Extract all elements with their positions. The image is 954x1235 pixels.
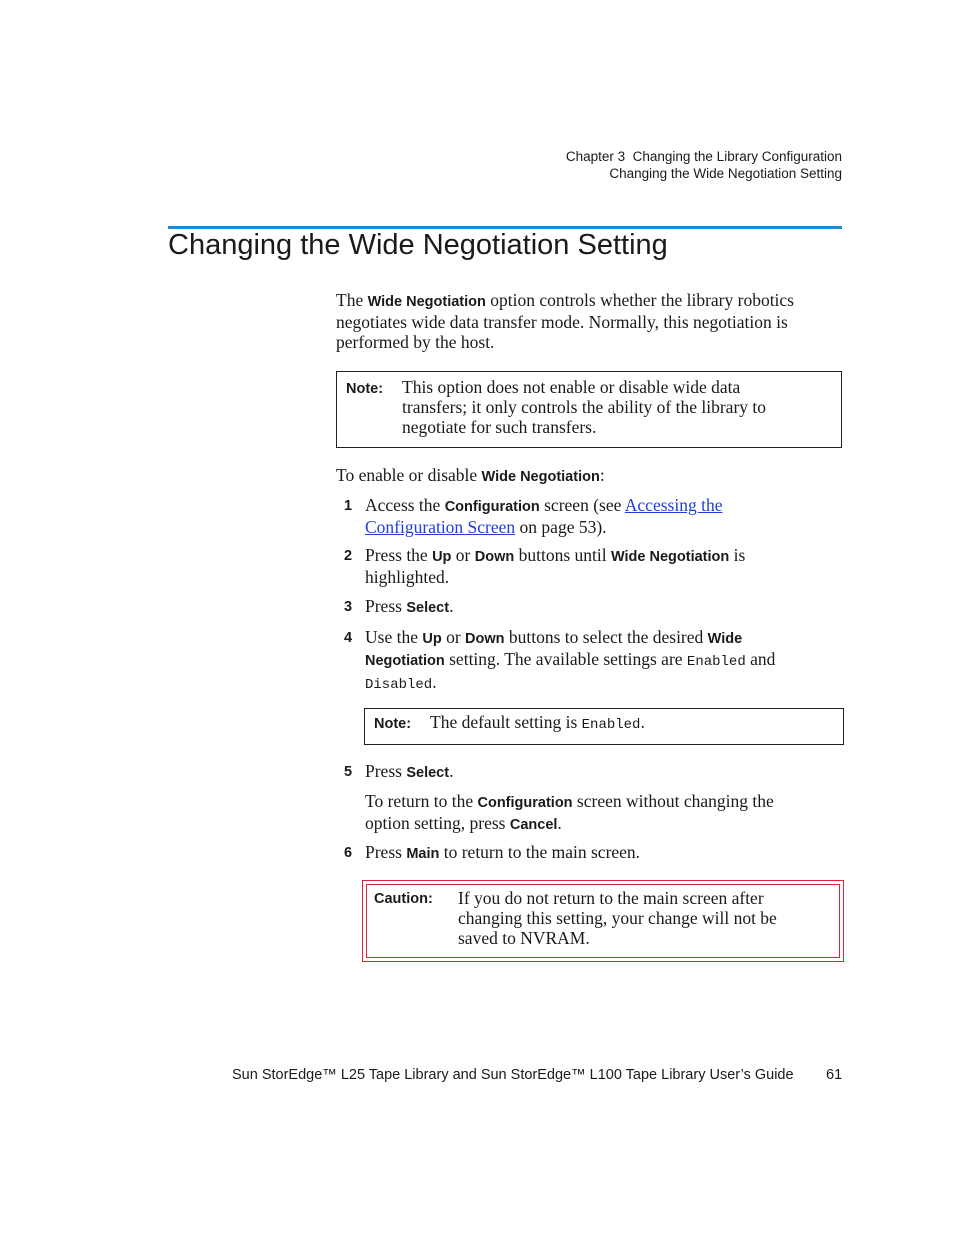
note-text — [430, 712, 645, 735]
step-number: 6 — [344, 845, 353, 861]
note-label: Note: — [346, 381, 384, 397]
note-box — [336, 371, 842, 448]
cross-reference-link[interactable]: Configuration Screen — [365, 517, 516, 537]
step-bold: Configuration — [477, 795, 573, 811]
step-text: or — [441, 627, 466, 647]
step-text: screen without changing the — [572, 791, 774, 811]
note-text-part: The default setting is — [430, 712, 582, 732]
intro-paragraph — [336, 290, 846, 352]
step-bold: Down — [465, 631, 505, 647]
step-text: buttons until — [514, 545, 611, 565]
header-section: Changing the Wide Negotiation Setting — [609, 166, 842, 181]
step-text: or — [451, 545, 475, 565]
cross-reference-link[interactable]: Accessing the — [624, 495, 723, 515]
step-1-text — [365, 495, 845, 537]
step-text: . — [449, 761, 454, 781]
section-title: Changing the Wide Negotiation Setting — [168, 229, 668, 261]
note-text-part: . — [640, 712, 645, 732]
footer-guide-title: Sun StorEdge™ L25 Tape Library and Sun StorEdge™ L100 Tape Library User’s Guide — [232, 1067, 794, 1083]
step-text: Press — [365, 842, 407, 862]
step-text: Press the — [365, 545, 433, 565]
step-bold: Wide Negotiation — [610, 549, 730, 565]
caution-box — [362, 880, 844, 962]
step-line: highlighted. — [365, 567, 450, 587]
step-number: 4 — [344, 630, 353, 646]
step-2-text — [365, 545, 845, 587]
caution-label: Caution: — [374, 891, 433, 907]
step-number: 3 — [344, 599, 353, 615]
procedure-intro-colon: : — [599, 465, 605, 485]
intro-text: option controls whether the library robotics — [485, 290, 794, 310]
procedure-intro-bold: Wide Negotiation — [481, 469, 600, 485]
setting-value: Disabled — [365, 677, 433, 693]
procedure-intro-text: To enable or disable — [336, 465, 482, 485]
running-header — [566, 148, 842, 182]
step-text: . — [557, 813, 562, 833]
step-text: Press — [365, 596, 407, 616]
step-bold: Negotiation — [365, 653, 445, 669]
step-5-note — [365, 791, 845, 835]
note-line: This option does not enable or disable wide data — [402, 377, 741, 397]
step-text: and — [745, 649, 776, 669]
intro-line: performed by the host. — [336, 332, 495, 352]
note-line: negotiate for such transfers. — [402, 417, 597, 437]
step-text: . — [432, 672, 437, 692]
step-bold: Up — [432, 549, 452, 565]
setting-value: Enabled — [686, 654, 746, 670]
caution-text — [458, 888, 838, 948]
note-line: transfers; it only controls the ability of the library to — [402, 397, 767, 417]
step-text: to return to the main screen. — [439, 842, 641, 862]
header-chapter: Chapter 3 Changing the Library Configuration — [565, 149, 842, 164]
intro-bold-term: Wide Negotiation — [367, 294, 486, 310]
step-number: 1 — [344, 498, 353, 514]
step-text: To return to the — [365, 791, 478, 811]
caution-line: changing this setting, your change will not be — [458, 908, 777, 928]
step-number: 5 — [344, 764, 353, 780]
step-5-text — [365, 761, 453, 783]
step-number: 2 — [344, 548, 353, 564]
step-text: Use the — [365, 627, 423, 647]
step-text: is — [729, 545, 746, 565]
step-bold: Select — [406, 765, 450, 781]
step-6-text — [365, 842, 640, 864]
step-bold: Cancel — [509, 817, 558, 833]
step-bold: Wide — [707, 631, 743, 647]
page-number: 61 — [826, 1067, 843, 1083]
caution-line: saved to NVRAM. — [458, 928, 590, 948]
step-text: setting. The available settings are — [444, 649, 687, 669]
step-text: Press — [365, 761, 407, 781]
intro-line: negotiates wide data transfer mode. Normally, this negotiation is — [336, 312, 788, 332]
step-text: option setting, press — [365, 813, 510, 833]
step-text: on page 53). — [515, 517, 607, 537]
procedure-intro — [336, 465, 605, 487]
intro-text: The — [336, 290, 368, 310]
caution-line: If you do not return to the main screen after — [458, 888, 764, 908]
step-text: Access the — [365, 495, 445, 515]
step-bold: Down — [474, 549, 515, 565]
step-bold: Up — [422, 631, 442, 647]
note-box — [364, 708, 844, 745]
note-label: Note: — [374, 716, 412, 732]
step-bold: Configuration — [444, 499, 540, 515]
setting-value: Enabled — [581, 717, 641, 733]
step-text: screen (see — [539, 495, 625, 515]
step-4-text — [365, 627, 845, 695]
step-text: . — [449, 596, 454, 616]
step-text: buttons to select the desired — [504, 627, 708, 647]
step-bold: Main — [406, 846, 440, 862]
step-bold: Select — [406, 600, 450, 616]
step-3-text — [365, 596, 453, 618]
note-text — [402, 377, 832, 437]
